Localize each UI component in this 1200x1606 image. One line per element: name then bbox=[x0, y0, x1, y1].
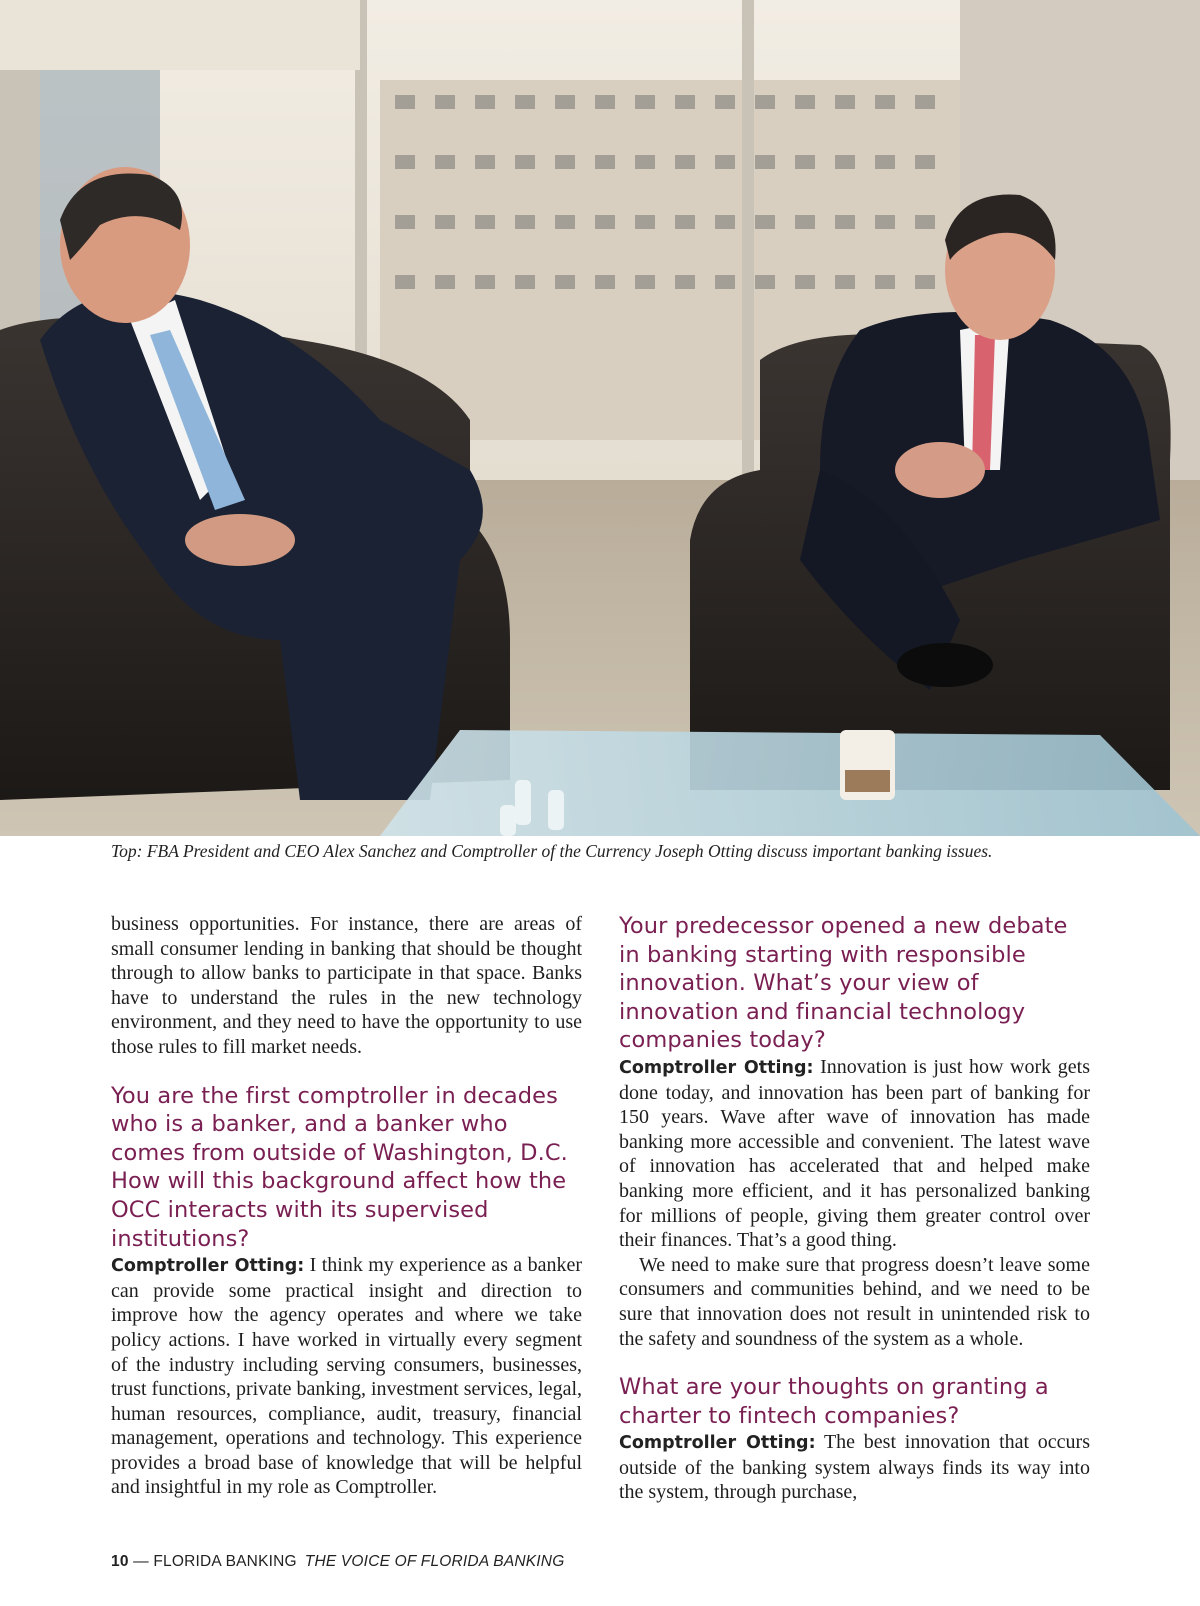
speaker-label: Comptroller Otting: bbox=[619, 1057, 814, 1078]
answer-paragraph bbox=[619, 1055, 1090, 1253]
answer-text: Innovation is just how work gets done today, and innovation has been part of banking for 150 years. Wave after wave of innovation has made banking more accessible and convenient. The latest wave of innovation has accelerated that and helped make banking more efficient, and it has personalized banking for millions of people, giving them greater control over their finances. That’s a good thing. bbox=[619, 1055, 1091, 1252]
publication-name: FLORIDA BANKING bbox=[153, 1553, 297, 1570]
answer-text: I think my experience as a banker can provide some practical insight and direction to improve how the agency operates and where we take policy actions. I have worked in virtually every segment of the industry including serving consumers, businesses, trust functions, private banking, investment services, legal, human resources, compliance, audit, treasury, financial management, operations and technology. This experience provides a broad base of knowledge that will be helpful and insightful in my role as Comptroller. bbox=[111, 1254, 583, 1499]
question-heading: You are the first comptroller in decades who is a banker, and a banker who comes from outside of Washington, D.C. How will this background affect how the OCC interacts with its supervised institutions? bbox=[111, 1082, 568, 1252]
footer-separator: — bbox=[128, 1553, 154, 1570]
page-number: 10 bbox=[111, 1553, 129, 1570]
speaker-label: Comptroller Otting: bbox=[111, 1256, 305, 1277]
question-heading: Your predecessor opened a new debate in banking starting with responsible innovation. What’s your view of innovation and financial technology companies today? bbox=[619, 913, 1068, 1054]
photo-caption: Top: FBA President and CEO Alex Sanchez and Comptroller of the Currency Joseph Otting discuss important banking issues. bbox=[111, 841, 993, 861]
page-footer bbox=[111, 1553, 564, 1571]
publication-tagline: THE VOICE OF FLORIDA BANKING bbox=[304, 1553, 565, 1570]
answer-paragraph bbox=[111, 1253, 582, 1500]
right-column bbox=[619, 912, 1090, 1505]
answer-paragraph: We need to make sure that progress doesn’t leave some consumers and communities behind, and we need to be sure that innovation does not result in unintended risk to the safety and soundness of the system as a whole. bbox=[619, 1253, 1090, 1350]
intro-paragraph: business opportunities. For instance, there are areas of small consumer lending in banking that should be thought through to allow banks to participate in that space. Banks have to understand the rules in the new technology environment, and they need to have the opportunity to use those rules to fill market needs. bbox=[111, 913, 582, 1058]
speaker-label: Comptroller Otting: bbox=[619, 1433, 816, 1454]
answer-paragraph bbox=[619, 1430, 1090, 1505]
question-heading: What are your thoughts on granting a charter to fintech companies? bbox=[619, 1374, 1049, 1429]
left-column bbox=[111, 912, 582, 1500]
answer-text: The best innovation that occurs outside of the banking system always finds its way into the system, through purchase, bbox=[619, 1431, 1090, 1504]
